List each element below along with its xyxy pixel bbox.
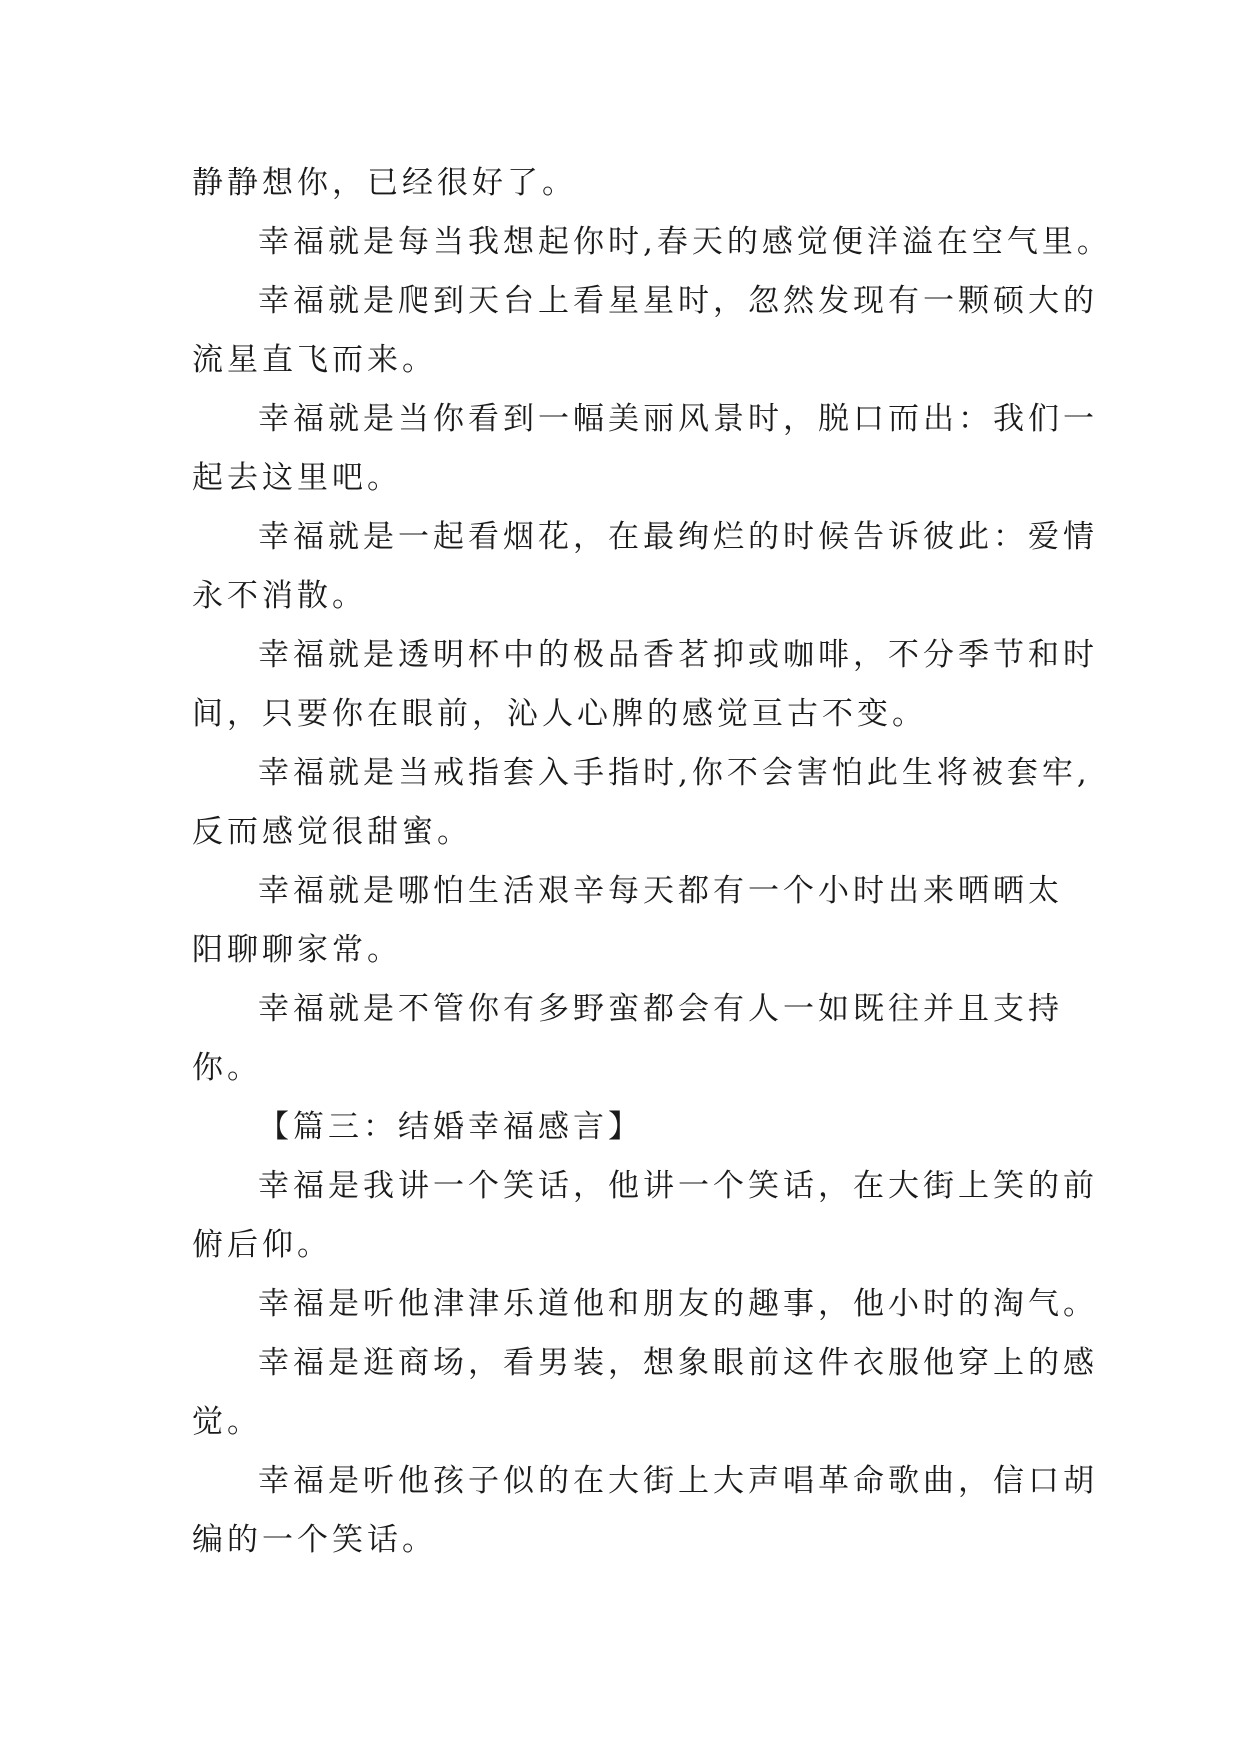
text-line: 幸福就是一起看烟花，在最绚烂的时候告诉彼此：爱情 — [258, 519, 1098, 555]
text-line: 幸福就是透明杯中的极品香茗抑或咖啡，不分季节和时 — [258, 637, 1098, 673]
text-line: 静静想你，已经很好了。 — [192, 165, 577, 201]
text-line: 起去这里吧。 — [192, 460, 402, 496]
text-line: 你。 — [192, 1050, 262, 1086]
text-line: 流星直飞而来。 — [192, 342, 437, 378]
text-line: 反而感觉很甜蜜。 — [192, 814, 472, 850]
text-line: 幸福就是哪怕生活艰辛每天都有一个小时出来晒晒太 — [258, 873, 1063, 909]
text-line: 幸福就是当你看到一幅美丽风景时，脱口而出：我们一 — [258, 401, 1098, 437]
text-line: 俯后仰。 — [192, 1227, 332, 1263]
text-line: 永不消散。 — [192, 578, 367, 614]
text-line: 编的一个笑话。 — [192, 1522, 437, 1558]
text-line: 幸福是听他津津乐道他和朋友的趣事，他小时的淘气。 — [258, 1286, 1098, 1322]
text-line: 幸福就是当戒指套入手指时,你不会害怕此生将被套牢, — [258, 755, 1091, 791]
text-line: 阳聊聊家常。 — [192, 932, 402, 968]
text-line: 间，只要你在眼前，沁人心脾的感觉亘古不变。 — [192, 696, 927, 732]
document-body — [192, 154, 1112, 1570]
text-line: 觉。 — [192, 1404, 262, 1440]
text-line: 幸福就是每当我想起你时,春天的感觉便洋溢在空气里。 — [258, 224, 1112, 260]
text-line: 幸福是逛商场，看男装，想象眼前这件衣服他穿上的感 — [258, 1345, 1098, 1381]
section-heading: 【篇三：结婚幸福感言】 — [258, 1109, 643, 1145]
text-line: 幸福就是不管你有多野蛮都会有人一如既往并且支持 — [258, 991, 1063, 1027]
text-line: 幸福就是爬到天台上看星星时，忽然发现有一颗硕大的 — [258, 283, 1098, 319]
text-line: 幸福是听他孩子似的在大街上大声唱革命歌曲，信口胡 — [258, 1463, 1098, 1499]
text-line: 幸福是我讲一个笑话，他讲一个笑话，在大街上笑的前 — [258, 1168, 1098, 1204]
